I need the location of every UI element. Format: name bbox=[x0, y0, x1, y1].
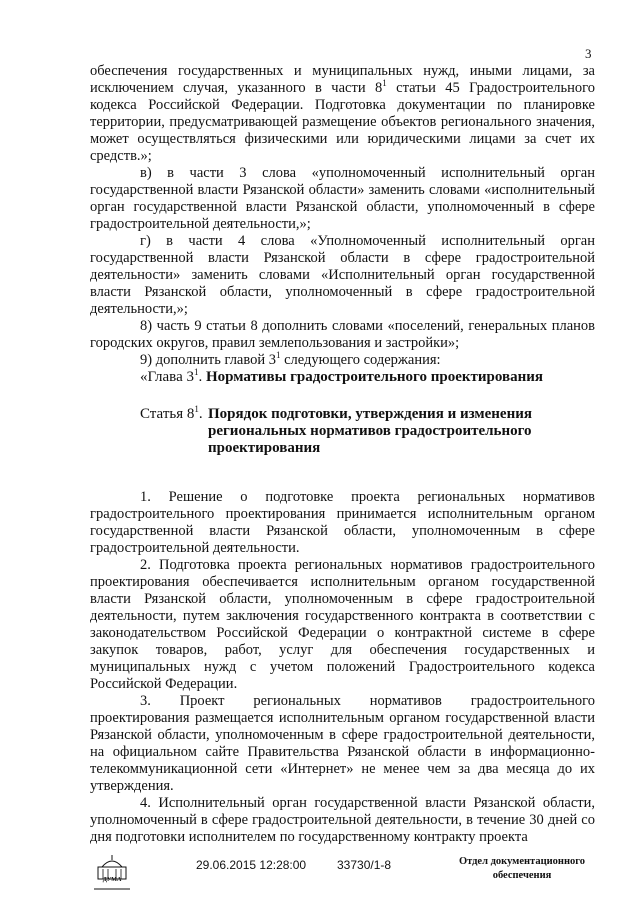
duma-logo-icon bbox=[92, 853, 132, 891]
page-footer bbox=[0, 853, 640, 903]
page-number: 3 bbox=[585, 46, 592, 61]
paragraph-item-v: в) в части 3 слова «уполномоченный исполнительный орган государственной власти Рязанской области» заменить словами «исполнительный орган государственной власти Рязанской области, уполномоченный в сфере градостроительной деятельности,»; bbox=[90, 165, 595, 232]
paragraph-item-9: 9) дополнить главой $3^1$ следующего содержания: bbox=[140, 350, 441, 368]
article-title: Порядок подготовки, утверждения и изменения региональных нормативов градостроительного проектирования bbox=[208, 406, 532, 456]
document-number: 33730/1-8 bbox=[337, 858, 392, 872]
document-body bbox=[90, 63, 595, 846]
article-item-4: 4. Исполнительный орган государственной власти Рязанской области, уполномоченный в сфере градостроительной деятельности, в течение 30 дней со дня подготовки исполнителем по государственному контракту проекта bbox=[90, 795, 595, 845]
article-item-3: 3. Проект региональных нормативов градостроительного проектирования размещается исполнительным органом государственной власти Рязанской области, уполномоченным в сфере градостроительной деятельности, на официальном сайте Правительства Рязанской области в информационно-телекоммуникационной сети «Интернет» не менее чем за два месяца до их утверждения. bbox=[90, 693, 595, 794]
paragraph-item-8: 8) часть 9 статьи 8 дополнить словами «поселений, генеральных планов городских округов, правил землепользования и застройки»; bbox=[90, 318, 595, 351]
chapter-heading: «Глава $3^1$. Нормативы градостроительного проектирования bbox=[140, 367, 543, 385]
paragraph-item-g: г) в части 4 слова «Уполномоченный исполнительный орган государственной власти Рязанской области в сфере градостроительной деятельности» заменить словами «Исполнительный орган государственной власти Рязанской области, уполномоченный в сфере градостроительной деятельности,»; bbox=[90, 233, 595, 317]
logo-text: ДУМА bbox=[102, 877, 122, 883]
article-item-2: 2. Подготовка проекта региональных нормативов градостроительного проектирования обеспечивается исполнительным органом государственной власти Рязанской области, уполномоченным в сфере градостроительной деятельности, путем заключения государственного контракта в соответствии с законодательством Российской Федерации о контрактной системе в сфере закупок товаров, работ, услуг для обеспечения государственных и муниципальных нужд с учетом положений Градостроительного кодекса Российской Федерации. bbox=[90, 557, 595, 692]
article-heading: Статья $8^1$. Порядок подготовки, утверждения и изменения региональных нормативов градостроительного проектирования bbox=[140, 406, 595, 457]
paragraph-continuation: обеспечения государственных и муниципальных нужд, иными лицами, за исключением случая, указанного в части $8^1$ статьи 45 Градостроительного кодекса Российской Федерации. Подготовка документации по планировке территории, предусматривающей размещение объектов регионального значения, может осуществляться физическими или юридическими лицами за счет их средств.»; bbox=[90, 63, 595, 164]
timestamp: 29.06.2015 12:28:00 bbox=[196, 858, 307, 872]
department-stamp: Отдел документационного обеспечения bbox=[458, 856, 586, 881]
article-item-1: 1. Решение о подготовке проекта региональных нормативов градостроительного проектирования принимается исполнительным органом государственной власти Рязанской области, уполномоченным в сфере градостроительной деятельности. bbox=[90, 489, 595, 556]
